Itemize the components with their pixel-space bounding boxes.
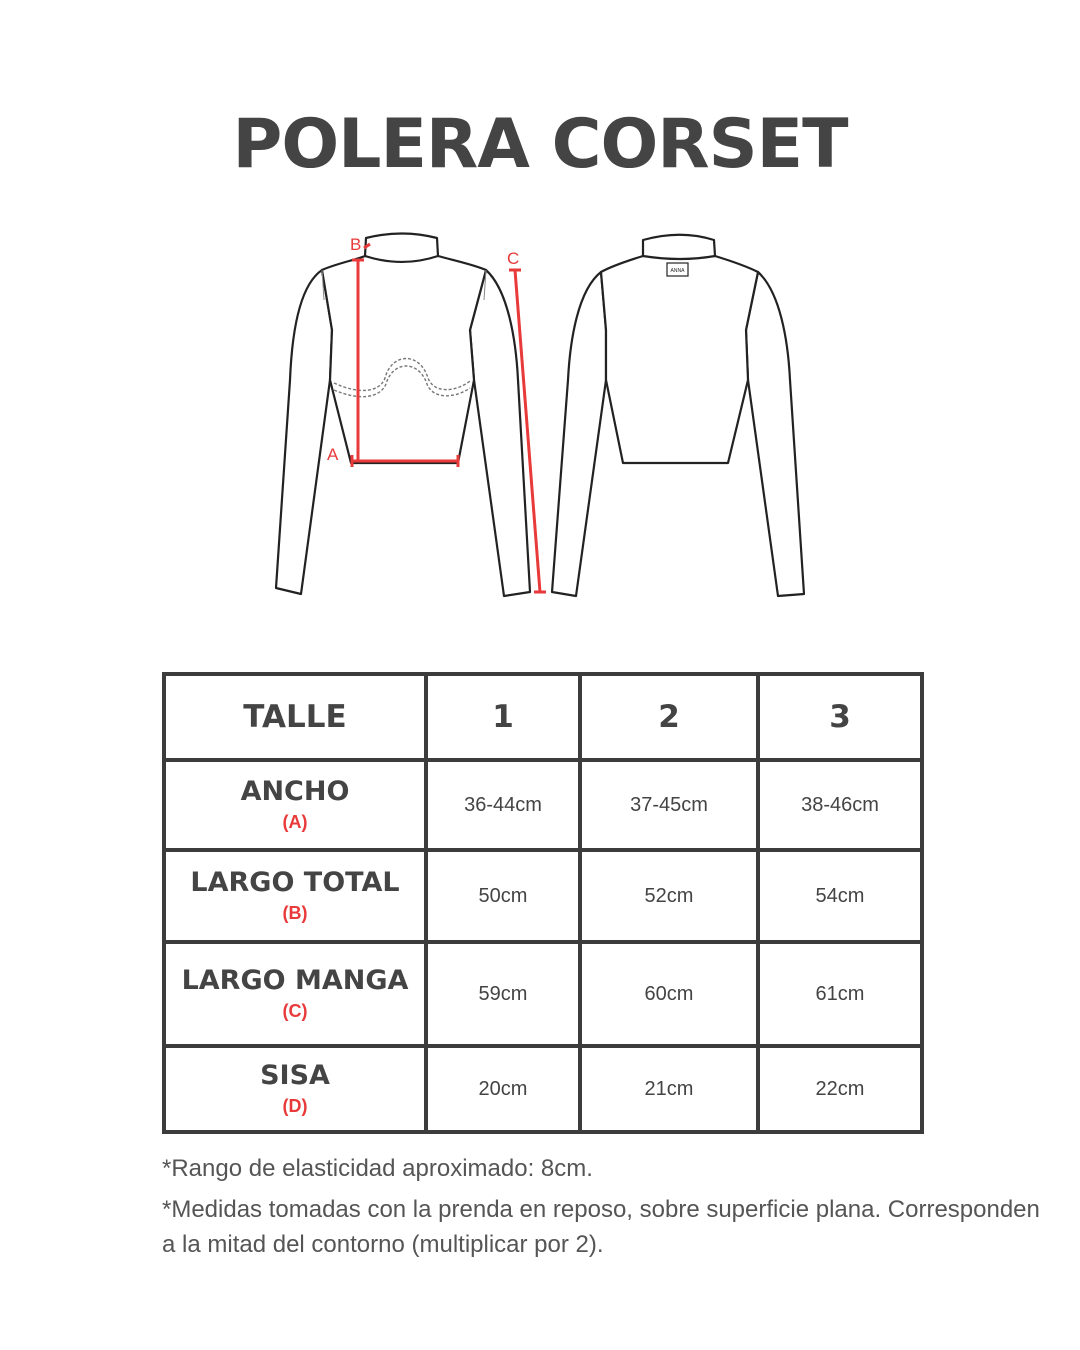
back-garment <box>552 235 804 596</box>
back-body <box>601 256 758 463</box>
table-row-sisa <box>164 1046 922 1132</box>
row-label-name: ANCHO <box>240 776 350 808</box>
row-label-code: (B) <box>282 902 308 923</box>
back-collar <box>643 235 715 259</box>
garment-illustration <box>0 220 1080 620</box>
size-chart-table <box>162 672 924 1134</box>
header-cell-talle: TALLE <box>164 674 426 760</box>
table-cell: 59cm <box>426 942 580 1046</box>
note-measurements: *Medidas tomadas con la prenda en reposo, sobre superficie plana. Corresponden a la mitad del contorno (multiplicar por 2). <box>162 1195 1040 1258</box>
brand-label-text: ANNA <box>670 268 685 274</box>
footnotes <box>162 1152 1042 1262</box>
table-cell: 21cm <box>580 1046 758 1132</box>
table-row-largo-total <box>164 850 922 942</box>
table-cell: 52cm <box>580 850 758 942</box>
header-cell-size-1: 1 <box>426 674 580 760</box>
note-elasticity: *Rango de elasticidad aproximado: 8cm. <box>162 1155 593 1182</box>
front-left-sleeve <box>276 270 332 594</box>
back-left-sleeve <box>552 272 606 596</box>
table-row-ancho <box>164 760 922 850</box>
table-row-largo-manga <box>164 942 922 1046</box>
back-right-sleeve <box>746 272 804 596</box>
row-label-code: (C) <box>282 1000 308 1021</box>
table-cell: 22cm <box>758 1046 922 1132</box>
front-body <box>322 256 486 463</box>
table-cell: 36-44cm <box>426 760 580 850</box>
table-cell: 50cm <box>426 850 580 942</box>
row-label-cell <box>164 942 426 1046</box>
table-cell: 38-46cm <box>758 760 922 850</box>
row-label-code: (D) <box>282 1095 308 1116</box>
measure-label-c: C <box>507 249 520 268</box>
garment-diagram <box>0 220 1080 620</box>
front-collar <box>365 234 438 263</box>
measure-label-a: A <box>327 445 339 464</box>
table-cell: 54cm <box>758 850 922 942</box>
front-right-sleeve <box>470 270 530 596</box>
row-label-code: (A) <box>282 811 308 832</box>
row-label-name: LARGO TOTAL <box>190 867 400 899</box>
row-label-cell <box>164 850 426 942</box>
table-cell: 20cm <box>426 1046 580 1132</box>
measure-label-b: B <box>350 235 362 254</box>
page-title: POLERA CORSET <box>232 105 848 184</box>
front-garment <box>276 234 530 597</box>
header-cell-size-2: 2 <box>580 674 758 760</box>
table-cell: 37-45cm <box>580 760 758 850</box>
header-cell-size-3: 3 <box>758 674 922 760</box>
row-label-cell <box>164 760 426 850</box>
row-label-name: SISA <box>260 1060 330 1092</box>
row-label-name: LARGO MANGA <box>181 965 409 997</box>
table-cell: 60cm <box>580 942 758 1046</box>
row-label-cell <box>164 1046 426 1132</box>
table-header-row <box>164 674 922 760</box>
table-cell: 61cm <box>758 942 922 1046</box>
